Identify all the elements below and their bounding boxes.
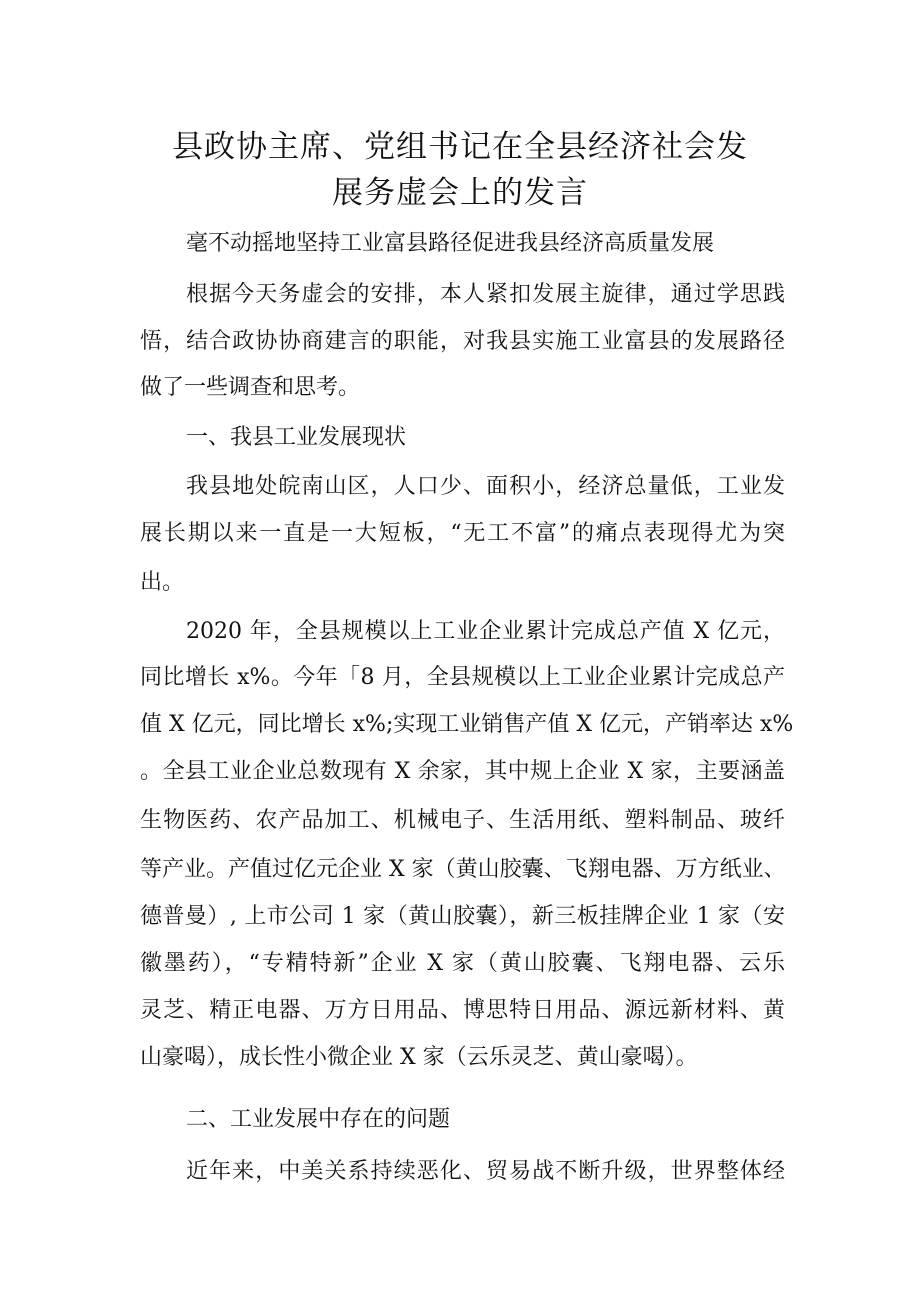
paragraph-line: 2020 年，全县规模以上工业企业累计完成总产值 X 亿元， <box>186 619 785 644</box>
section-2-heading: 二、工业发展中存在的问题 <box>186 1107 451 1132</box>
intro-line: 根据今天务虚会的安排，本人紧扣发展主旋律，通过学思践 <box>186 282 785 307</box>
paragraph-line: 德普曼）, 上市公司 1 家（黄山胶囊），新三板挂牌企业 1 家（安 <box>140 904 785 929</box>
paragraph-line: 出。 <box>140 570 185 595</box>
paragraph-line: 灵芝、精正电器、万方日用品、博思特日用品、源远新材料、黄 <box>140 998 785 1023</box>
paragraph-line: 同比增长 x%。今年「8 月，全县规模以上工业企业累计完成总产 <box>140 665 785 690</box>
section-1-heading: 一、我县工业发展现状 <box>186 425 407 450</box>
intro-line: 悟，结合政协协商建言的职能，对我县实施工业富县的发展路径 <box>140 329 785 354</box>
document-title-line-2: 展务虚会上的发言 <box>332 175 588 211</box>
document-title-line-1: 县政协主席、党组书记在全县经济社会发 <box>172 129 748 165</box>
intro-line: 做了一些调查和思考。 <box>140 375 361 400</box>
paragraph-line: 展长期以来一直是一大短板，“无工不富”的痛点表现得尤为突 <box>140 521 785 546</box>
paragraph-line: 生物医药、农产品加工、机械电子、生活用纸、塑料制品、玻纤 <box>140 808 785 833</box>
paragraph-line: 。全县工业企业总数现有 X 余家，其中规上企业 X 家，主要涵盖 <box>140 759 785 784</box>
paragraph-line: 等产业。产值过亿元企业 X 家（黄山胶囊、飞翔电器、万方纸业、 <box>140 857 786 882</box>
paragraph-line: 我县地处皖南山区，人口少、面积小，经济总量低，工业发 <box>186 474 785 499</box>
paragraph-line: 山豪喝），成长性小微企业 X 家（云乐灵芝、黄山豪喝）。 <box>140 1045 698 1070</box>
document-subtitle: 毫不动摇地坚持工业富县路径促进我县经济高质量发展 <box>186 231 715 256</box>
paragraph-line: 徽墨药），“专精特新”企业 X 家（黄山胶囊、飞翔电器、云乐 <box>140 951 785 976</box>
paragraph-line: 值 X 亿元，同比增长 x%;实现工业销售产值 X 亿元，产销率达 x% <box>140 712 794 737</box>
paragraph-line: 近年来，中美关系持续恶化、贸易战不断升级，世界整体经 <box>186 1159 785 1184</box>
